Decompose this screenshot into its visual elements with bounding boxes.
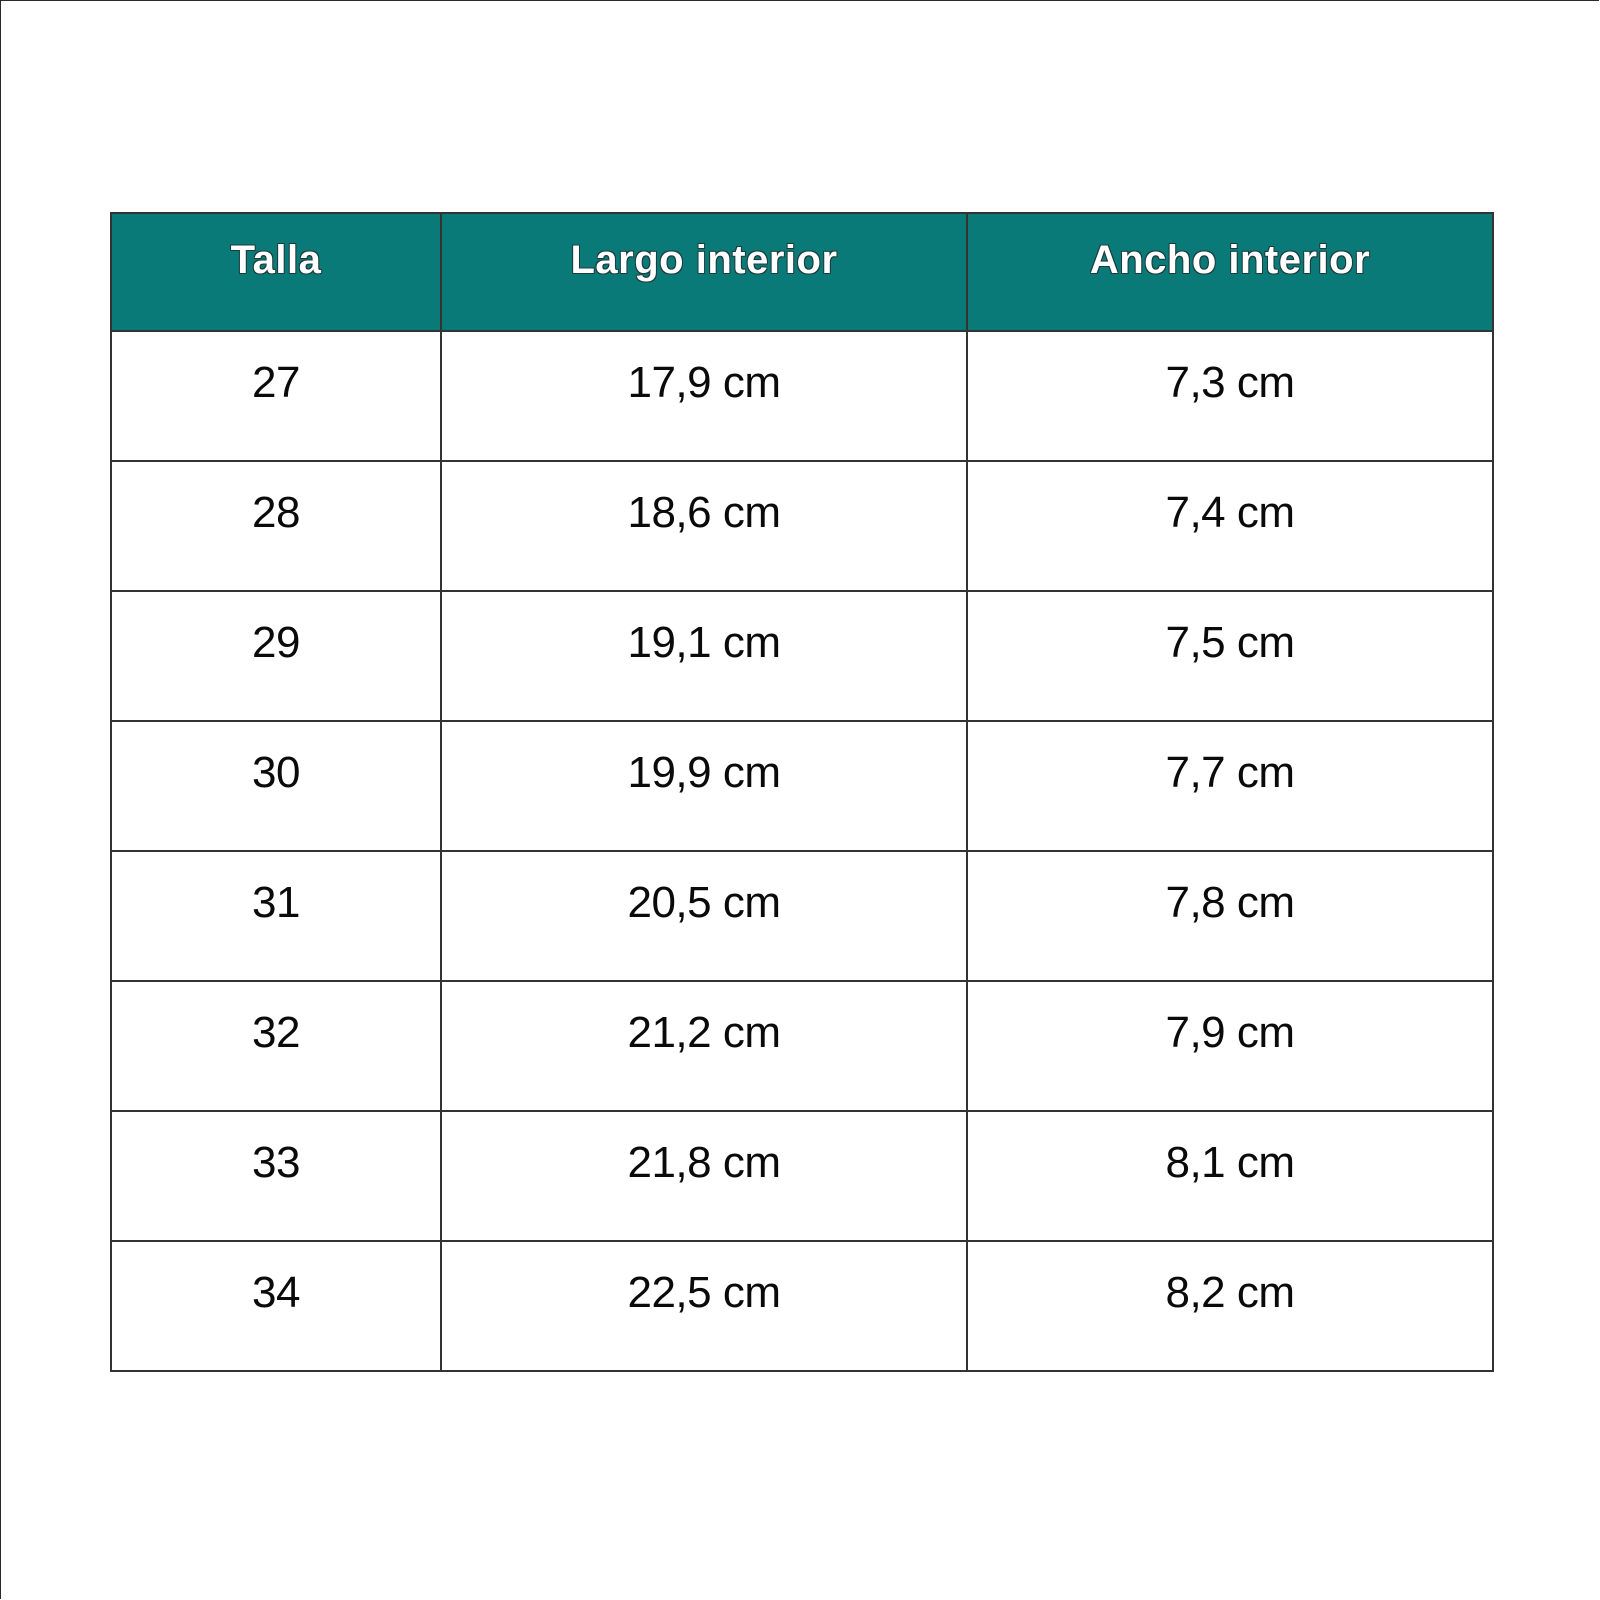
cell-largo: 21,2 cm [441, 981, 967, 1111]
header-talla: Talla [111, 213, 441, 331]
table-row [111, 1111, 1493, 1241]
table-header-row [111, 213, 1493, 331]
header-largo-interior: Largo interior [441, 213, 967, 331]
cell-ancho: 7,3 cm [967, 331, 1493, 461]
cell-ancho: 8,1 cm [967, 1111, 1493, 1241]
size-chart-table [110, 212, 1494, 1372]
table-row [111, 851, 1493, 981]
table-row [111, 721, 1493, 851]
cell-talla: 32 [111, 981, 441, 1111]
cell-talla: 27 [111, 331, 441, 461]
cell-largo: 20,5 cm [441, 851, 967, 981]
cell-largo: 18,6 cm [441, 461, 967, 591]
header-ancho-interior: Ancho interior [967, 213, 1493, 331]
cell-talla: 33 [111, 1111, 441, 1241]
cell-largo: 21,8 cm [441, 1111, 967, 1241]
table-row [111, 1241, 1493, 1371]
cell-ancho: 7,5 cm [967, 591, 1493, 721]
cell-ancho: 7,8 cm [967, 851, 1493, 981]
table-row [111, 331, 1493, 461]
cell-ancho: 7,9 cm [967, 981, 1493, 1111]
cell-largo: 22,5 cm [441, 1241, 967, 1371]
cell-ancho: 7,4 cm [967, 461, 1493, 591]
cell-talla: 31 [111, 851, 441, 981]
cell-ancho: 7,7 cm [967, 721, 1493, 851]
cell-ancho: 8,2 cm [967, 1241, 1493, 1371]
cell-largo: 19,1 cm [441, 591, 967, 721]
table-row [111, 981, 1493, 1111]
cell-talla: 30 [111, 721, 441, 851]
cell-largo: 17,9 cm [441, 331, 967, 461]
table-row [111, 591, 1493, 721]
table-row [111, 461, 1493, 591]
cell-talla: 28 [111, 461, 441, 591]
cell-talla: 34 [111, 1241, 441, 1371]
cell-talla: 29 [111, 591, 441, 721]
cell-largo: 19,9 cm [441, 721, 967, 851]
